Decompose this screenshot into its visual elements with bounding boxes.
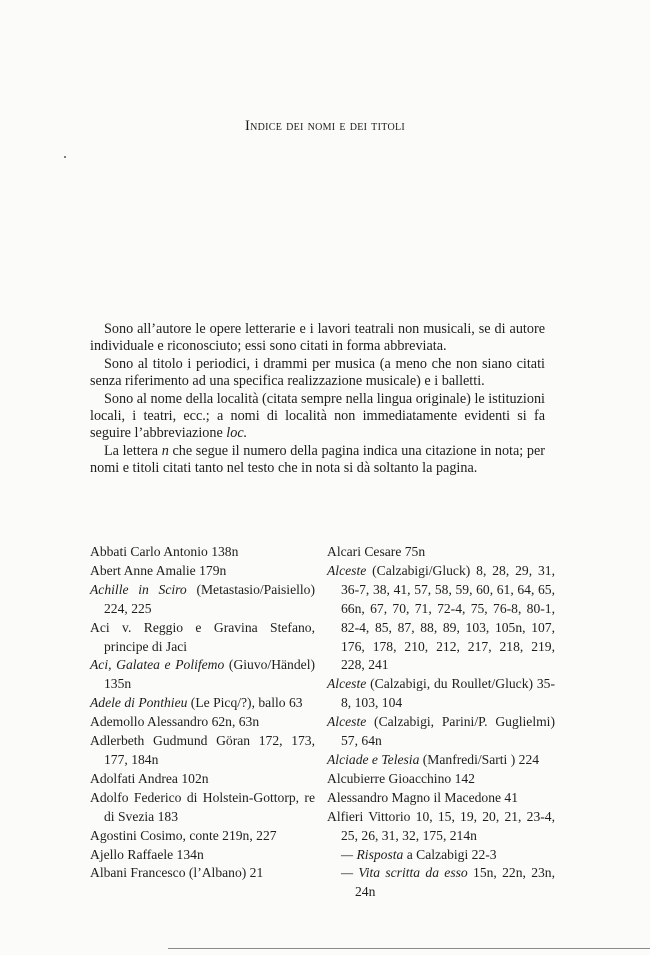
entry-title: — Vita scritta da esso — [341, 865, 468, 881]
entry-title: Alciade e Telesia — [327, 751, 420, 767]
index-entry — [327, 808, 555, 846]
index-entry — [327, 713, 555, 751]
index-entry — [90, 562, 315, 581]
index-entry — [90, 656, 315, 694]
index-entry — [90, 789, 315, 827]
index-entry — [90, 770, 315, 789]
entry-text: Adolfo Federico di Holstein-Gottorp, re di Svezia 183 — [90, 789, 315, 824]
entry-text: (Le Picq/?), ballo 63 — [187, 695, 303, 711]
index-column-right — [327, 543, 555, 902]
entry-text: (Metastasio/Paisiello) 224, 225 — [104, 581, 315, 616]
index-entry — [90, 846, 315, 865]
entry-text: Adolfati Andrea 102n — [90, 770, 209, 786]
intro-p3-abbrev: loc. — [226, 425, 248, 442]
index-subentry — [327, 864, 555, 902]
entry-text: (Giuvo/Händel) 135n — [104, 657, 315, 692]
intro-p4-text-a: La lettera — [104, 442, 162, 459]
intro-paragraph-4 — [90, 443, 545, 478]
entry-text: Abert Anne Amalie 179n — [90, 562, 227, 578]
index-entry — [327, 751, 555, 770]
entry-text: Alcubierre Gioacchino 142 — [327, 770, 475, 786]
entry-text: Alfieri Vittorio 10, 15, 19, 20, 21, 23-4, 25, 26, 31, 32, 175, 214n — [327, 808, 555, 843]
entry-text: Ajello Raffaele 134n — [90, 846, 204, 862]
entry-text: Alcari Cesare 75n — [327, 544, 426, 559]
stray-mark — [64, 156, 66, 158]
index-entry — [90, 732, 315, 770]
entry-title: Adele di Ponthieu — [90, 695, 188, 711]
index-entry — [90, 713, 315, 732]
index-entry — [327, 770, 555, 789]
entry-text: Adlerbeth Gudmund Göran 172, 173, 177, 184n — [90, 733, 315, 767]
entry-title: — Risposta — [341, 846, 404, 862]
entry-text: (Calzabigi/Gluck) 8, 28, 29, 31, 36-7, 38, 41, 57, 58, 59, 60, 61, 64, 65, 66n, 67, 70, 71, 72-4, 75, 76-8, 80-1, 82-4, 85, 87, 88, 89, 103, 105n, 107, 176, 178, 210, 212, 217, 218, 219, 228, 241 — [341, 562, 555, 673]
entry-text: a Calzabigi 22-3 — [403, 846, 497, 862]
entry-text: Aci v. Reggio e Gravina Stefano, principe di Jaci — [90, 619, 315, 654]
entry-text: (Calzabigi, Parini/P. Guglielmi) 57, 64n — [341, 714, 555, 749]
entry-title: Achille in Sciro — [90, 581, 187, 597]
entry-text: Albani Francesco (l’Albano) 21 — [90, 865, 264, 881]
index-entry — [327, 675, 555, 713]
index-entry — [90, 864, 315, 883]
entry-title: Alceste — [327, 676, 367, 692]
index-column-left — [90, 543, 315, 883]
index-entry — [90, 827, 315, 846]
entry-text: Alessandro Magno il Macedone 41 — [327, 789, 519, 805]
intro-paragraph-2: Sono al titolo i periodici, i drammi per musica (a meno che non siano citati senza riferimento ad una specifica realizzazione musicale) e i balletti. — [90, 355, 545, 390]
entry-title: Alceste — [327, 714, 367, 730]
index-entry — [90, 694, 315, 713]
index-subentry — [327, 846, 555, 865]
index-entry — [90, 619, 315, 657]
index-entry — [90, 581, 315, 619]
entry-text: 15n, 22n, 23n, 24n — [355, 865, 556, 900]
index-entry — [327, 543, 555, 562]
entry-text: (Calzabigi, du Roullet/Gluck) 35-8, 103, 104 — [341, 676, 555, 711]
entry-text: Agostini Cosimo, conte 219n, 227 — [90, 827, 277, 843]
intro-paragraph-1: Sono all’autore le opere letterarie e i lavori teatrali non musicali, se di autore individuale e riconosciuto; essi sono citati in forma abbreviata. — [90, 321, 545, 355]
intro-notes — [90, 321, 545, 478]
entry-text: Ademollo Alessandro 62n, 63n — [90, 714, 260, 730]
intro-p4-letter: n — [161, 442, 169, 459]
intro-paragraph-3 — [90, 391, 545, 443]
entry-title: Alceste — [327, 562, 367, 578]
entry-title: Aci, Galatea e Polifemo — [90, 657, 225, 673]
entry-text: Abbati Carlo Antonio 138n — [90, 544, 239, 559]
index-entry — [90, 543, 315, 562]
index-entry — [327, 789, 555, 808]
page-title: Indice dei nomi e dei titoli — [244, 118, 406, 134]
intro-p4-text-b: che segue il numero della pagina indica una citazione in nota; per nomi e titoli citati tanto nel testo che in nota si dà soltanto la pagina. — [90, 442, 545, 477]
index-entry — [327, 562, 555, 675]
entry-text: (Manfredi/Sarti ) 224 — [419, 751, 540, 767]
intro-p3-text: Sono al nome della località (citata sempre nella lingua originale) le istituzioni locali, i teatri, ecc.; a nomi di località non immediatamente evidenti si fa seguire l’abbreviazione — [90, 390, 545, 442]
bottom-rule — [168, 948, 650, 949]
